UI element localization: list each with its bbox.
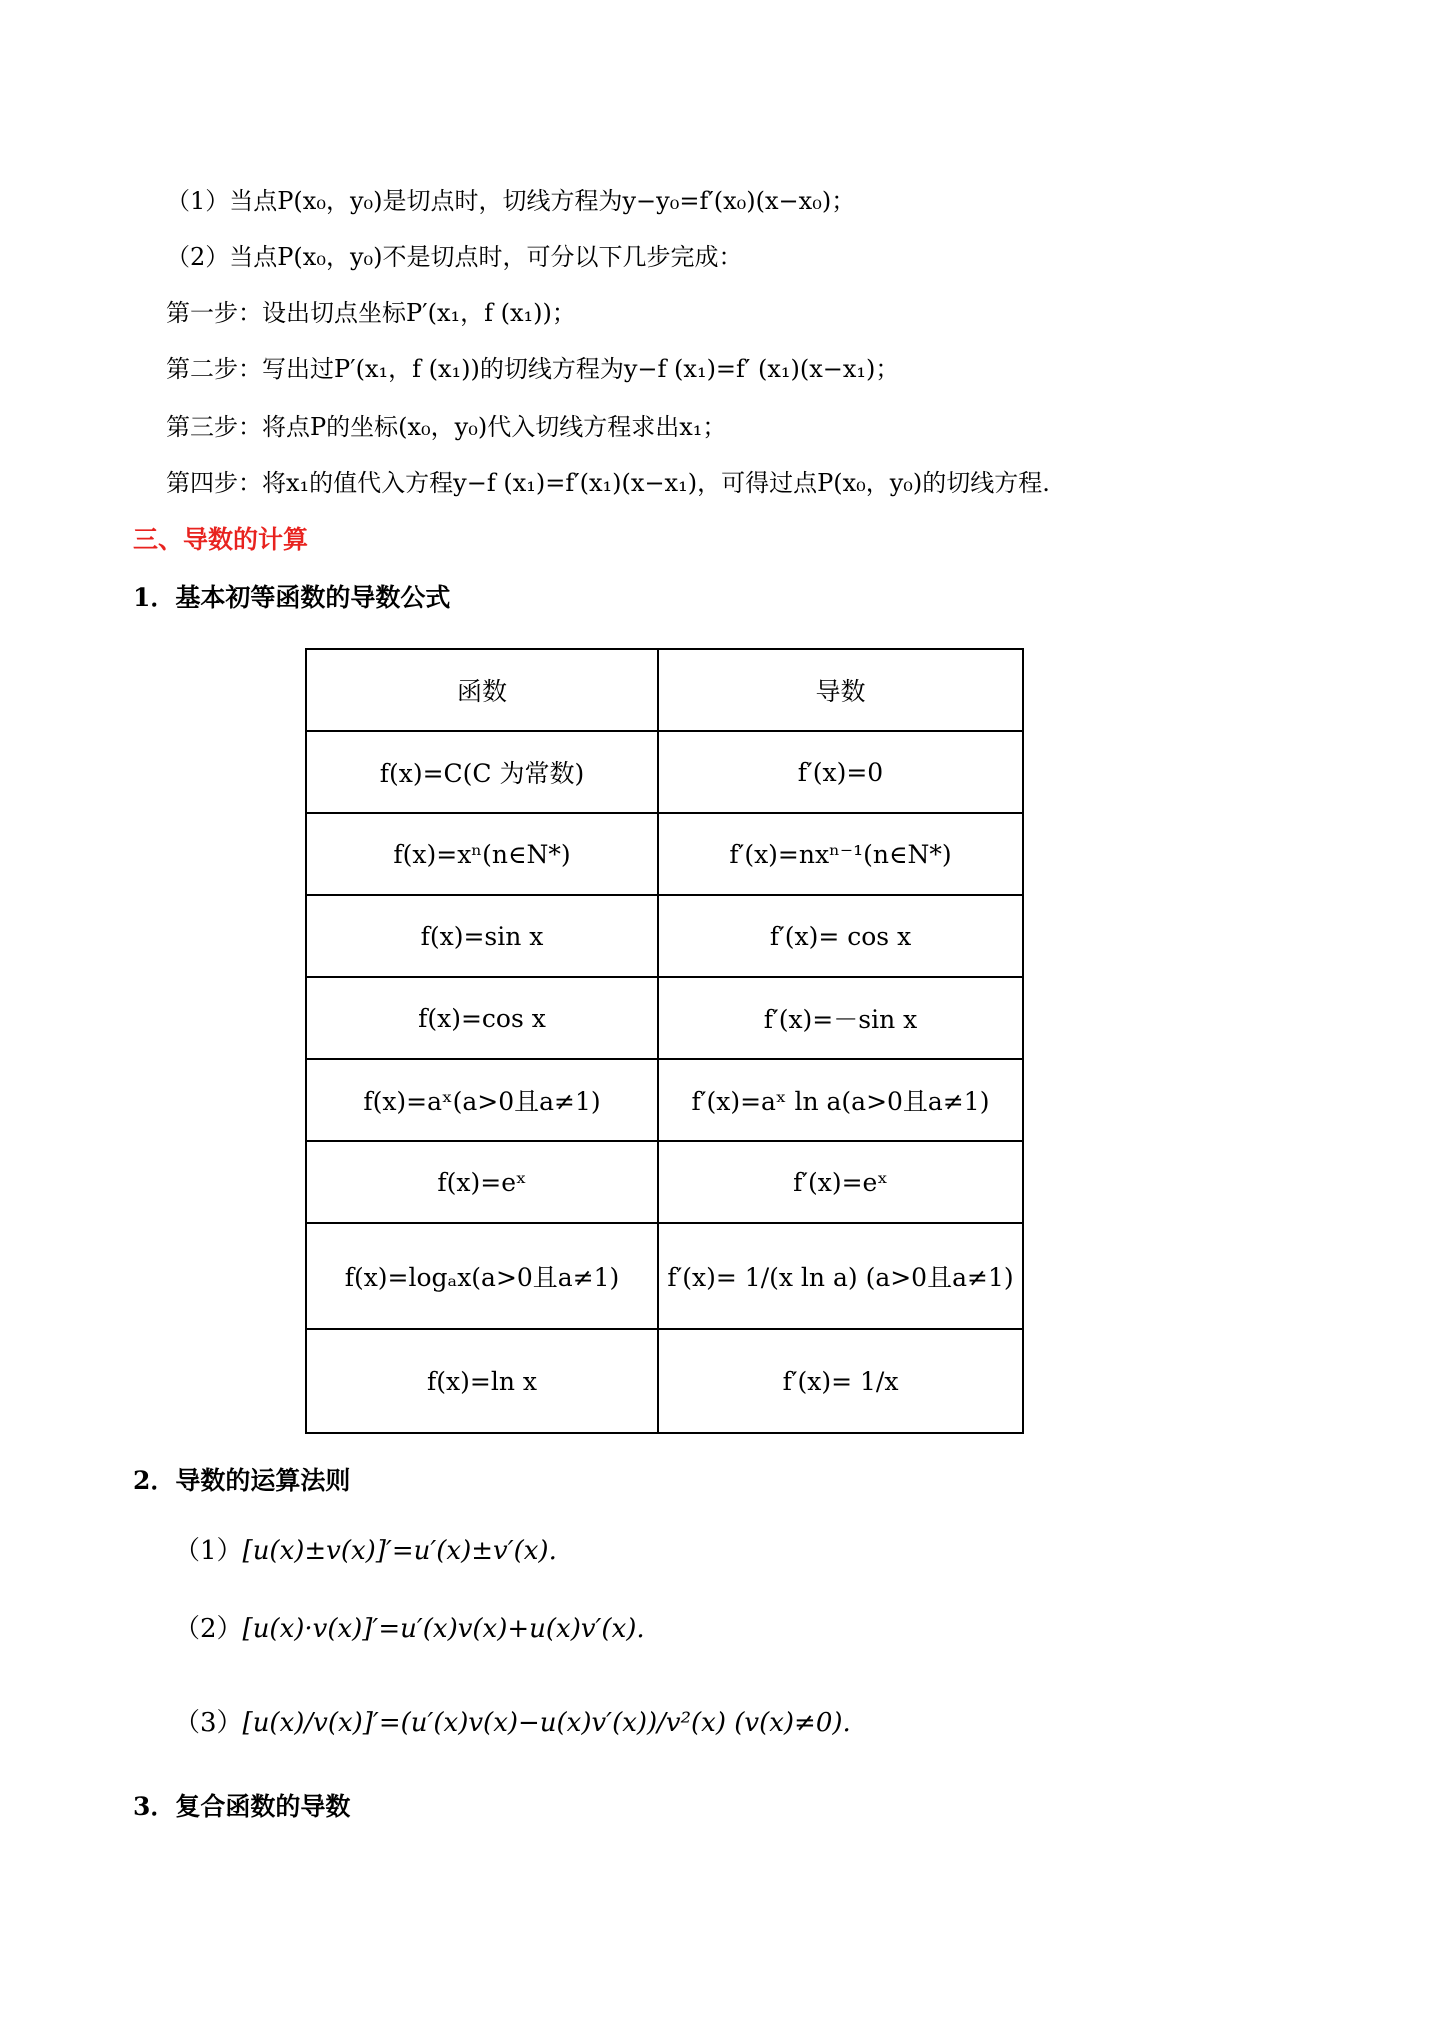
table-row: [306, 977, 1023, 1059]
table-row: [306, 1059, 1023, 1141]
table-cell: f(x)=ln x: [306, 1329, 658, 1433]
table-cell: f′(x)=aˣ ln a(a>0且a≠1): [658, 1059, 1023, 1141]
table-cell: f(x)=eˣ: [306, 1141, 658, 1223]
table-header-cell: 导数: [658, 649, 1023, 731]
table-row: [306, 1223, 1023, 1329]
table-row: [306, 1141, 1023, 1223]
intro-line-1: （1）当点P(x₀，y₀)是切点时，切线方程为y−y₀=f′(x₀)(x−x₀)；: [166, 187, 856, 215]
rule-2: （2）[u(x)·v(x)]′=u′(x)v(x)+u(x)v′(x).: [174, 1614, 645, 1644]
step-line-3: 第三步：将点P的坐标(x₀，y₀)代入切线方程求出x₁；: [166, 413, 727, 441]
step-line-2: 第二步：写出过P′(x₁，f (x₁))的切线方程为y−f (x₁)=f′ (x₁)(x−x₁)；: [166, 355, 900, 383]
derivative-table: [305, 648, 1024, 1434]
table-cell: f′(x)= 1/(x ln a) (a>0且a≠1): [658, 1223, 1023, 1329]
table-cell: f(x)=logₐx(a>0且a≠1): [306, 1223, 658, 1329]
rule-3: （3）[u(x)/v(x)]′=(u′(x)v(x)−u(x)v′(x))/v²(x) (v(x)≠0).: [174, 1708, 851, 1738]
table-row: [306, 895, 1023, 977]
step-line-4: 第四步：将x₁的值代入方程y−f (x₁)=f′(x₁)(x−x₁)，可得过点P(x₀，y₀)的切线方程.: [166, 469, 1050, 497]
table-cell: f′(x)=0: [658, 731, 1023, 813]
table-cell: f′(x)=－sin x: [658, 977, 1023, 1059]
table-cell: f′(x)= 1/x: [658, 1329, 1023, 1433]
table-cell: f(x)=C(C 为常数): [306, 731, 658, 813]
table-cell: f′(x)=nxⁿ⁻¹(n∈N*): [658, 813, 1023, 895]
table-cell: f(x)=aˣ(a>0且a≠1): [306, 1059, 658, 1141]
table-cell: f(x)=cos x: [306, 977, 658, 1059]
table-cell: f′(x)=eˣ: [658, 1141, 1023, 1223]
table-row: [306, 1329, 1023, 1433]
table-row: [306, 731, 1023, 813]
section-title: 三、导数的计算: [133, 525, 309, 554]
subsection-1-title: 1．基本初等函数的导数公式: [133, 583, 451, 612]
intro-line-2: （2）当点P(x₀，y₀)不是切点时，可分以下几步完成：: [166, 243, 743, 271]
table-header-cell: 函数: [306, 649, 658, 731]
subsection-2-title: 2．导数的运算法则: [133, 1466, 351, 1495]
table-header-row: [306, 649, 1023, 731]
rule-1: （1）[u(x)±v(x)]′=u′(x)±v′(x).: [174, 1536, 557, 1566]
table-row: [306, 813, 1023, 895]
table-cell: f(x)=sin x: [306, 895, 658, 977]
table-cell: f′(x)= cos x: [658, 895, 1023, 977]
step-line-1: 第一步：设出切点坐标P′(x₁，f (x₁))；: [166, 299, 576, 327]
subsection-3-title: 3．复合函数的导数: [133, 1792, 351, 1821]
table-cell: f(x)=xⁿ(n∈N*): [306, 813, 658, 895]
